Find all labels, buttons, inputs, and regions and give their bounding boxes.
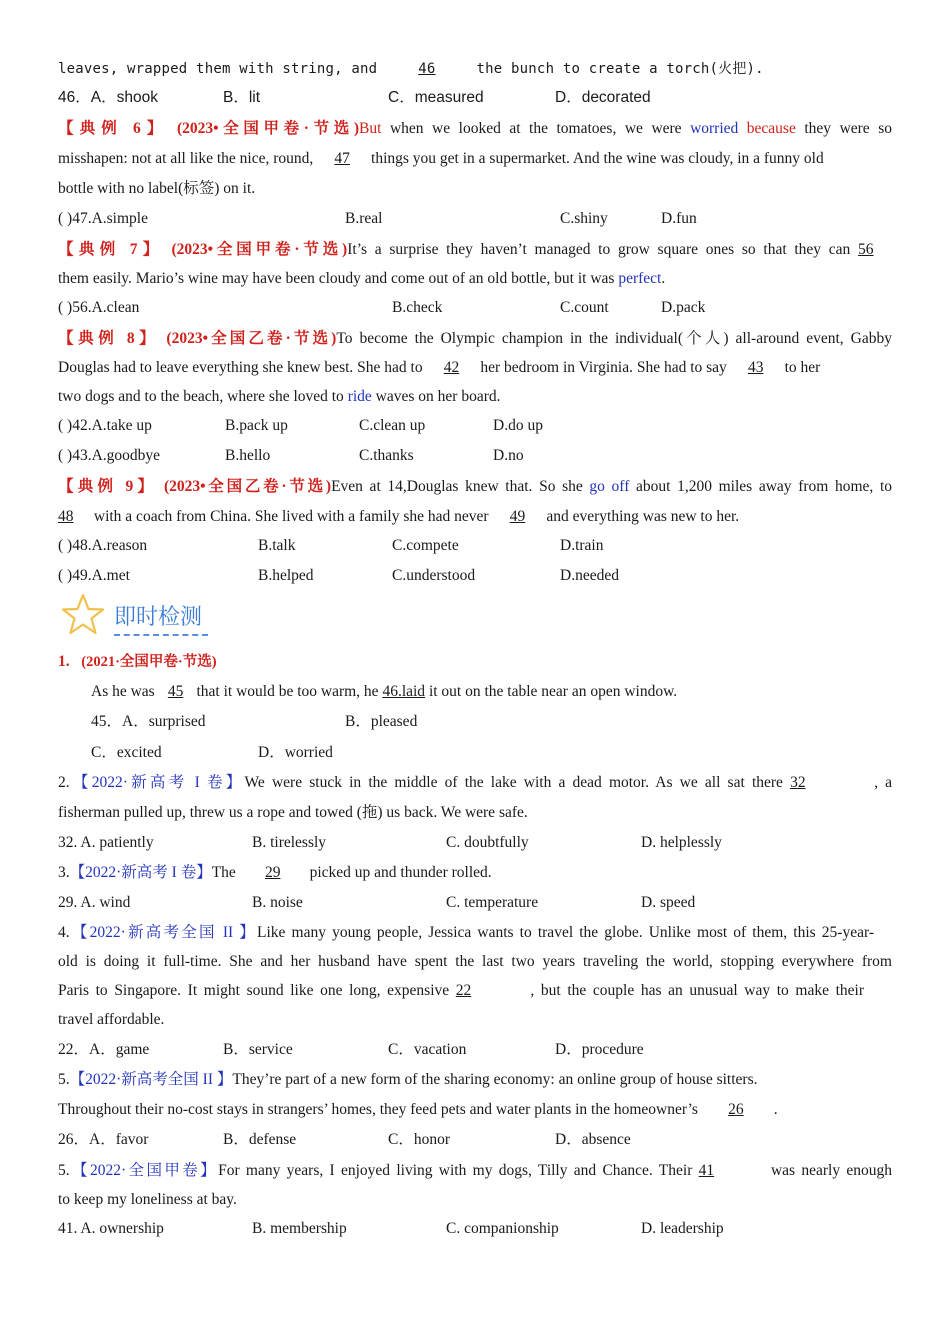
- text: the bunch to create a torch(火把).: [467, 61, 764, 77]
- blank-56: 56: [858, 241, 874, 258]
- text: and everything was new to her.: [542, 508, 740, 525]
- problem-1-header: [58, 652, 217, 672]
- problem-number: 1.: [58, 653, 70, 670]
- title-underline: [114, 634, 208, 636]
- option-b: B．pleased: [345, 713, 418, 730]
- text: when we looked at the tomatoes, we were: [381, 120, 691, 137]
- option-a: 32. A. patiently: [58, 834, 154, 851]
- blank-29: 29: [264, 864, 281, 881]
- q-number: 46．: [58, 89, 91, 106]
- option-b: B. tirelessly: [252, 834, 327, 851]
- paren: ( ): [58, 537, 73, 554]
- text: Even at 14,Douglas knew that. So she: [331, 478, 590, 495]
- problem-source: 【2022·新高考 I 卷】: [69, 864, 212, 881]
- example-9-line-2: [58, 507, 739, 527]
- option-a: A．shook: [90, 89, 158, 106]
- blank-47: 47: [334, 150, 350, 167]
- option-c: C. temperature: [446, 894, 539, 911]
- passage-line: [58, 59, 764, 79]
- problem-number: 5.: [58, 1071, 70, 1088]
- blank-49: 49: [509, 508, 526, 525]
- option-a: 49.A.met: [72, 567, 130, 584]
- text: misshapen: not at all like the nice, round,: [58, 150, 318, 167]
- option-a: 43.A.goodbye: [72, 447, 161, 464]
- option-a: 26．A．favor: [58, 1131, 149, 1148]
- answer-paren: [58, 536, 147, 556]
- option-c: C. companionship: [446, 1220, 559, 1237]
- example-8-line-2: [58, 358, 820, 378]
- text: For many years, I enjoyed living with my dogs, Tilly and Chance. Their: [218, 1162, 699, 1179]
- option-d: D.pack: [661, 299, 706, 316]
- option-d: D.needed: [560, 567, 619, 584]
- option-a: 42.A.take up: [72, 417, 152, 434]
- text: waves on her board.: [371, 388, 501, 405]
- problem-source: 【2022·新高考全国 II 】: [69, 924, 257, 941]
- blank-48: 48: [58, 508, 74, 525]
- option-c: C.clean up: [359, 417, 426, 434]
- highlight-word: because: [746, 120, 796, 137]
- problem-2-line-1: [58, 773, 892, 793]
- paren: ( ): [58, 567, 73, 584]
- text: As he was: [91, 683, 159, 700]
- paren: ( ): [58, 299, 73, 316]
- example-tag: 【典例 9】: [58, 478, 158, 495]
- paren: ( ): [58, 210, 73, 227]
- example-tag: 【典例 8】: [58, 330, 160, 347]
- text: about 1,200 miles away from home, to: [629, 478, 893, 495]
- text: her bedroom in Virginia. She had to say: [476, 359, 731, 376]
- option-c: C.understood: [392, 567, 476, 584]
- text: Paris to Singapore. It might sound like one long, expensive: [58, 982, 456, 999]
- option-b: B.hello: [225, 447, 271, 464]
- section-title: 即时检测: [114, 605, 203, 630]
- text: We were stuck in the middle of the lake with a dead motor. As we all sat there: [244, 774, 791, 791]
- problem-4-line-4: travel affordable.: [58, 1011, 165, 1028]
- text: them easily. Mario’s wine may have been cloudy and come out of an old bottle, but it was: [58, 270, 619, 287]
- example-6-line-3: bottle with no label(标签) on it.: [58, 180, 256, 197]
- option-b: B. noise: [252, 894, 303, 911]
- option-b: B．defense: [223, 1131, 297, 1148]
- example-tag: 【典例 6】: [58, 120, 169, 137]
- option-d: D.train: [560, 537, 604, 554]
- problem-4-line-3: [58, 981, 864, 1001]
- text: Throughout their no-cost stays in strangers’ homes, they feed pets and water plants in the homeowner’s: [58, 1101, 702, 1118]
- answer-paren: [58, 446, 160, 466]
- highlight-word: perfect: [618, 270, 662, 287]
- option-b: B.helped: [258, 567, 314, 584]
- blank-22: 22: [455, 982, 472, 999]
- example-tag: 【典例 7】: [58, 241, 164, 258]
- option-c: C.thanks: [359, 447, 414, 464]
- option-d: D．procedure: [555, 1041, 644, 1058]
- star-icon: [60, 592, 106, 638]
- option-b: B.talk: [258, 537, 296, 554]
- text: The: [211, 864, 240, 881]
- problem-2-line-2: fisherman pulled up, threw us a rope and towed (拖) us back. We were safe.: [58, 804, 528, 821]
- option-d: D．worried: [258, 744, 333, 761]
- text: Douglas had to leave everything she knew best. She had to: [58, 359, 427, 376]
- example-source: (2023•全国乙卷·节选): [163, 478, 332, 495]
- problem-5b-line-1: [58, 1161, 892, 1181]
- example-7-line-2: [58, 269, 665, 289]
- example-7-line-1: [58, 240, 892, 260]
- problem-number: 5.: [58, 1162, 70, 1179]
- option-d: D.no: [493, 447, 524, 464]
- answer-paren: [58, 298, 139, 318]
- option-a: 41. A. ownership: [58, 1220, 164, 1237]
- example-6-line-2: [58, 149, 824, 169]
- problem-number: 3.: [58, 864, 70, 881]
- option-b: B.pack up: [225, 417, 288, 434]
- example-source: (2023•全国甲卷·节选): [177, 120, 360, 137]
- problem-source: 【2022·新高考 I 卷】: [69, 774, 245, 791]
- example-source: (2023•全国乙卷·节选): [166, 330, 337, 347]
- example-8-line-3: [58, 387, 501, 407]
- text: .: [769, 1101, 778, 1118]
- text: they were so: [795, 120, 892, 137]
- option-a: 45．A．surprised: [91, 713, 206, 730]
- problem-number: 2.: [58, 774, 70, 791]
- problem-4-line-2: old is doing it full-time. She and her husband have spent the last two years traveling the world, stopping everywhere from: [58, 953, 892, 970]
- option-b: B．lit: [223, 89, 261, 106]
- text: , but the couple has an unusual way to make their: [523, 982, 864, 999]
- option-c: C.count: [560, 299, 609, 316]
- option-d: D. speed: [641, 894, 696, 911]
- option-c: C.compete: [392, 537, 459, 554]
- option-b: B.real: [345, 210, 383, 227]
- text: picked up and thunder rolled.: [305, 864, 492, 881]
- blank-45: 45: [167, 683, 184, 700]
- answer-paren: [58, 209, 148, 229]
- blank-42: 42: [443, 359, 460, 376]
- option-a: 47.A.simple: [72, 210, 148, 227]
- blank-32: 32: [790, 774, 806, 791]
- text: [738, 120, 747, 137]
- text: But: [359, 120, 382, 137]
- blank-46: 46: [418, 61, 436, 77]
- text: They’re part of a new form of the sharing economy: an online group of house sitters.: [232, 1071, 758, 1088]
- option-b: B.check: [392, 299, 443, 316]
- option-d: D. leadership: [641, 1220, 724, 1237]
- answer-paren: [58, 566, 130, 586]
- option-a: 22．A．game: [58, 1041, 150, 1058]
- option-d: D.fun: [661, 210, 697, 227]
- problem-source: (2021·全国甲卷·节选): [81, 654, 217, 670]
- blank-41: 41: [698, 1162, 715, 1179]
- problem-4-line-1: [58, 923, 874, 943]
- text: that it would be too warm, he: [192, 683, 383, 700]
- example-6-line-1: [58, 119, 892, 139]
- highlight-word: worried: [690, 120, 739, 137]
- example-8-line-1: [58, 329, 892, 349]
- text: things you get in a supermarket. And the wine was cloudy, in a funny old: [367, 150, 824, 167]
- option-a: 48.A.reason: [72, 537, 148, 554]
- problem-5a-line-2: [58, 1100, 778, 1120]
- option-d: D．absence: [555, 1131, 631, 1148]
- text: it out on the table near an open window.: [425, 683, 678, 700]
- problem-5b-line-2: to keep my loneliness at bay.: [58, 1191, 237, 1208]
- option-c: C. doubtfully: [446, 834, 529, 851]
- option-d: D．decorated: [555, 89, 651, 106]
- option-c: C．measured: [388, 89, 484, 106]
- text: .: [661, 270, 666, 287]
- option-a: 29. A. wind: [58, 894, 131, 911]
- blank-43: 43: [747, 359, 764, 376]
- text: , a: [874, 774, 892, 791]
- option-c: C．excited: [91, 744, 162, 761]
- highlight-word: go off: [589, 478, 630, 495]
- problem-source: 【2022·全国甲卷】: [69, 1162, 219, 1179]
- text: was nearly enough: [764, 1162, 893, 1179]
- example-source: (2023•全国甲卷·节选): [171, 241, 348, 258]
- option-d: D. helplessly: [641, 834, 722, 851]
- option-d: D.do up: [493, 417, 543, 434]
- example-9-line-1: [58, 477, 892, 497]
- highlight-word: ride: [347, 388, 372, 405]
- option-b: B. membership: [252, 1220, 347, 1237]
- option-num: [58, 88, 158, 108]
- problem-number: 4.: [58, 924, 70, 941]
- paren: ( ): [58, 417, 73, 434]
- underlined-word: 46.laid: [382, 683, 426, 700]
- paren: ( ): [58, 447, 73, 464]
- text: To become the Olympic champion in the individual(个人) all-around event, Gabby: [336, 330, 893, 347]
- option-c: C.shiny: [560, 210, 608, 227]
- problem-3-line-1: [58, 863, 492, 883]
- text: It’s a surprise they haven’t managed to grow square ones so that they can: [347, 241, 859, 258]
- option-b: B．service: [223, 1041, 293, 1058]
- text: leaves, wrapped them with string, and: [58, 61, 386, 77]
- text: with a coach from China. She lived with a family she had never: [90, 508, 493, 525]
- answer-paren: [58, 416, 152, 436]
- text: Like many young people, Jessica wants to travel the globe. Unlike most of them, this 25-year-: [257, 924, 874, 941]
- option-c: C．vacation: [388, 1041, 467, 1058]
- section-header: [60, 592, 280, 642]
- option-a: 56.A.clean: [72, 299, 140, 316]
- problem-5a-line-1: [58, 1070, 758, 1090]
- problem-1-text: [91, 682, 677, 702]
- problem-source: 【2022·新高考全国 II 】: [69, 1071, 233, 1088]
- text: to her: [780, 359, 821, 376]
- blank-26: 26: [728, 1101, 744, 1118]
- text: two dogs and to the beach, where she loved to: [58, 388, 348, 405]
- option-c: C．honor: [388, 1131, 451, 1148]
